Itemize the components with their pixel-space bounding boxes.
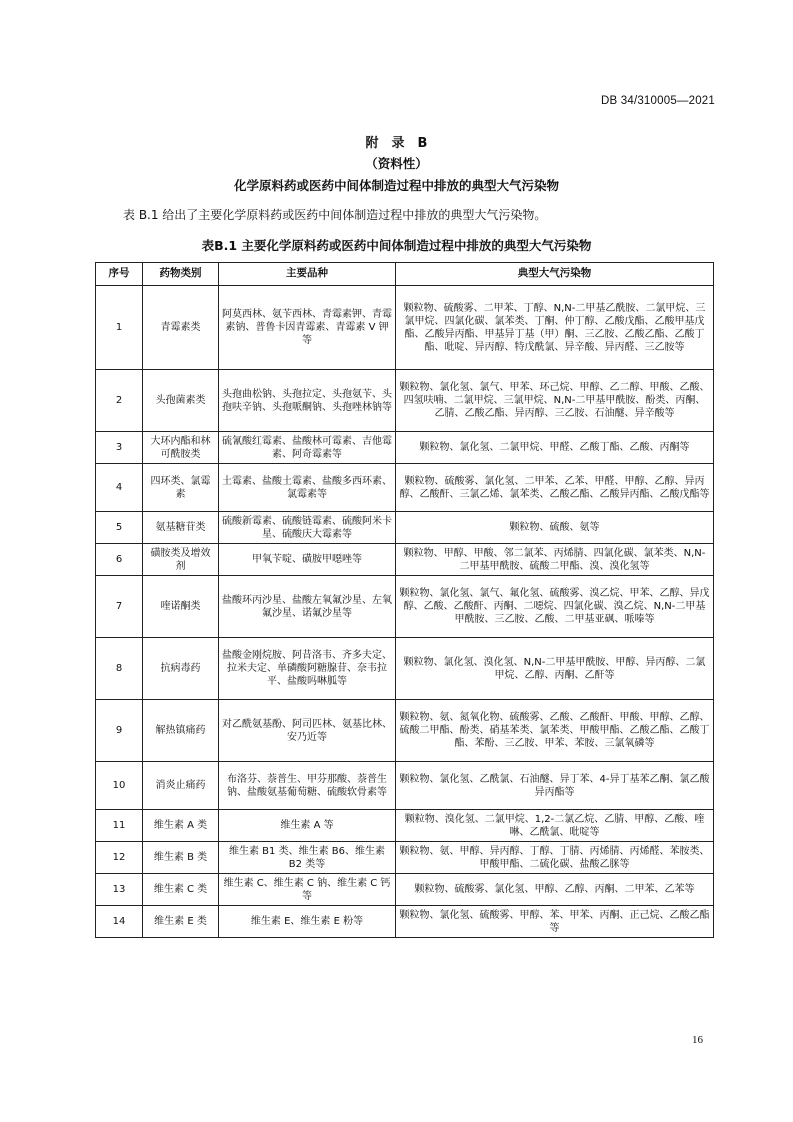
- appendix-label: [0, 132, 793, 151]
- drug-category: 头孢菌素类: [143, 370, 219, 432]
- table-row: [96, 810, 714, 842]
- main-varieties: 对乙酰氨基酚、阿司匹林、氨基比林、安乃近等: [219, 700, 396, 762]
- row-number: 8: [96, 638, 143, 700]
- row-number: 13: [96, 874, 143, 906]
- row-number: 2: [96, 370, 143, 432]
- pollutant-table: [95, 262, 714, 938]
- table-header-row: [96, 263, 714, 286]
- main-varieties: 维生素 C、维生素 C 钠、维生素 C 钙等: [219, 874, 396, 906]
- drug-category: 抗病毒药: [143, 638, 219, 700]
- typical-pollutants: 颗粒物、氨、氮氧化物、硫酸雾、乙酸、乙酸酐、甲酸、甲醇、乙醇、硫酸二甲酯、酚类、硝基苯类、氯苯类、甲酸甲酯、乙酸乙酯、乙酸丁酯、苯酚、三乙胺、甲苯、苯胺、三氯氧磷等: [396, 700, 714, 762]
- drug-category: 青霉素类: [143, 286, 219, 370]
- typical-pollutants: 颗粒物、溴化氢、二氯甲烷、1,2-二氯乙烷、乙腈、甲醇、乙酸、喹啉、乙酰氯、吡啶等: [396, 810, 714, 842]
- typical-pollutants: 颗粒物、硫酸、氨等: [396, 512, 714, 544]
- intro-paragraph: 表 B.1 给出了主要化学原料药或医药中间体制造过程中排放的典型大气污染物。: [123, 208, 547, 222]
- typical-pollutants: 颗粒物、氨、甲醇、异丙醇、丁醇、丁腈、丙烯腈、丙烯醛、苯胺类、甲酸甲酯、二硫化碳、盐酸乙脒等: [396, 842, 714, 874]
- table-row: [96, 762, 714, 810]
- table-row: [96, 842, 714, 874]
- table-row: [96, 700, 714, 762]
- table-row: [96, 874, 714, 906]
- table-row: [96, 544, 714, 576]
- standard-code: DB 34/310005—2021: [600, 95, 715, 107]
- row-number: 4: [96, 464, 143, 512]
- typical-pollutants: 颗粒物、氯化氢、硫酸雾、甲醇、苯、甲苯、丙酮、正己烷、乙酸乙酯等: [396, 906, 714, 938]
- typical-pollutants: 颗粒物、硫酸雾、二甲苯、丁醇、N,N-二甲基乙酰胺、二氯甲烷、三氯甲烷、四氯化碳、氯苯类、丁酮、仲丁醇、乙酸戊酯、乙酸甲基戊酯、乙酸异丙酯、甲基异丁基（甲）酮、三乙胺、乙酸乙酯、乙酸丁酯、吡啶、异丙醇、特戊酰氯、异辛酸、异丙醛、三乙胺等: [396, 286, 714, 370]
- table-caption: 表B.1 主要化学原料药或医药中间体制造过程中排放的典型大气污染物: [201, 238, 592, 253]
- drug-category: 维生素 E 类: [143, 906, 219, 938]
- drug-category: 磺胺类及增效剂: [143, 544, 219, 576]
- main-varieties: 土霉素、盐酸土霉素、盐酸多西环素、氯霉素等: [219, 464, 396, 512]
- drug-category: 维生素 B 类: [143, 842, 219, 874]
- row-number: 14: [96, 906, 143, 938]
- table-row: [96, 432, 714, 464]
- typical-pollutants: 颗粒物、氯化氢、二氯甲烷、甲醛、乙酸丁酯、乙酸、丙酮等: [396, 432, 714, 464]
- header-category: 药物类别: [143, 263, 219, 286]
- drug-category: 维生素 C 类: [143, 874, 219, 906]
- row-number: 9: [96, 700, 143, 762]
- table-row: [96, 576, 714, 638]
- main-varieties: 维生素 E、维生素 E 粉等: [219, 906, 396, 938]
- main-varieties: 阿莫西林、氨苄西林、青霉素钾、青霉素钠、普鲁卡因青霉素、青霉素 V 钾等: [219, 286, 396, 370]
- drug-category: 喹诺酮类: [143, 576, 219, 638]
- typical-pollutants: 颗粒物、氯化氢、氯气、甲苯、环己烷、甲醇、乙二醇、甲酸、乙酸、四氢呋喃、二氯甲烷、三氯甲烷、N,N-二甲基甲酰胺、酚类、丙酮、乙腈、乙酸乙酯、异丙醇、三乙胺、石油醚、异辛酸等: [396, 370, 714, 432]
- drug-category: 维生素 A 类: [143, 810, 219, 842]
- header-varieties: 主要品种: [219, 263, 396, 286]
- row-number: 1: [96, 286, 143, 370]
- row-number: 10: [96, 762, 143, 810]
- row-number: 7: [96, 576, 143, 638]
- table-row: [96, 464, 714, 512]
- drug-category: 四环类、氯霉素: [143, 464, 219, 512]
- table-body: [96, 286, 714, 938]
- row-number: 12: [96, 842, 143, 874]
- row-number: 5: [96, 512, 143, 544]
- appendix-label-text: 附 录 B: [365, 136, 428, 151]
- typical-pollutants: 颗粒物、甲醇、甲酸、邻二氯苯、丙烯腈、四氯化碳、氯苯类、N,N-二甲基甲酰胺、硫酸二甲酯、溴、溴化氢等: [396, 544, 714, 576]
- row-number: 6: [96, 544, 143, 576]
- typical-pollutants: 颗粒物、氯化氢、氯气、氟化氢、硫酸雾、溴乙烷、甲苯、乙醇、异戊醇、乙酸、乙酸酐、丙酮、二噁烷、四氯化碳、溴乙烷、N,N-二甲基甲酰胺、三乙胺、乙酸、二甲基亚砜、哌嗪等: [396, 576, 714, 638]
- table-row: [96, 286, 714, 370]
- drug-category: 大环内酯和林可酰胺类: [143, 432, 219, 464]
- main-varieties: 布洛芬、萘普生、甲芬那酸、萘普生钠、盐酸氨基葡萄糖、硫酸软骨素等: [219, 762, 396, 810]
- table-row: [96, 512, 714, 544]
- row-number: 11: [96, 810, 143, 842]
- table-row: [96, 638, 714, 700]
- appendix-nature: （资料性）: [365, 156, 428, 171]
- appendix-title: 化学原料药或医药中间体制造过程中排放的典型大气污染物: [233, 178, 559, 193]
- main-varieties: 维生素 B1 类、维生素 B6、维生素 B2 类等: [219, 842, 396, 874]
- main-varieties: 硫酸新霉素、硫酸链霉素、硫酸阿米卡星、硫酸庆大霉素等: [219, 512, 396, 544]
- typical-pollutants: 颗粒物、氯化氢、溴化氢、N,N-二甲基甲酰胺、甲醇、异丙醇、二氯甲烷、乙醇、丙酮、乙酐等: [396, 638, 714, 700]
- typical-pollutants: 颗粒物、氯化氢、乙酰氯、石油醚、异丁苯、4-异丁基苯乙酮、氯乙酸异丙酯等: [396, 762, 714, 810]
- drug-category: 解热镇痛药: [143, 700, 219, 762]
- table-row: [96, 906, 714, 938]
- typical-pollutants: 颗粒物、硫酸雾、氯化氢、甲醇、乙醇、丙酮、二甲苯、乙苯等: [396, 874, 714, 906]
- main-varieties: 盐酸环丙沙星、盐酸左氧氟沙星、左氧氟沙星、诺氟沙星等: [219, 576, 396, 638]
- row-number: 3: [96, 432, 143, 464]
- typical-pollutants: 颗粒物、硫酸雾、氯化氢、二甲苯、乙苯、甲醛、甲醇、乙醇、异丙醇、乙酸酐、三氯乙烯、氯苯类、乙酸乙酯、乙酸异丙酯、乙酸戊酯等: [396, 464, 714, 512]
- table-row: [96, 370, 714, 432]
- page-number: 16: [692, 1034, 703, 1046]
- main-varieties: 硫氰酸红霉素、盐酸林可霉素、吉他霉素、阿奇霉素等: [219, 432, 396, 464]
- main-varieties: 头孢曲松钠、头孢拉定、头孢氨苄、头孢呋辛钠、头孢哌酮钠、头孢唑林钠等: [219, 370, 396, 432]
- drug-category: 消炎止痛药: [143, 762, 219, 810]
- main-varieties: 维生素 A 等: [219, 810, 396, 842]
- drug-category: 氨基糖苷类: [143, 512, 219, 544]
- header-pollutants: 典型大气污染物: [396, 263, 714, 286]
- main-varieties: 盐酸金刚烷胺、阿昔洛韦、齐多夫定、拉米夫定、单磷酸阿糖腺苷、奈韦拉平、盐酸吗啉胍等: [219, 638, 396, 700]
- main-varieties: 甲氧苄啶、磺胺甲噁唑等: [219, 544, 396, 576]
- header-no: 序号: [96, 263, 143, 286]
